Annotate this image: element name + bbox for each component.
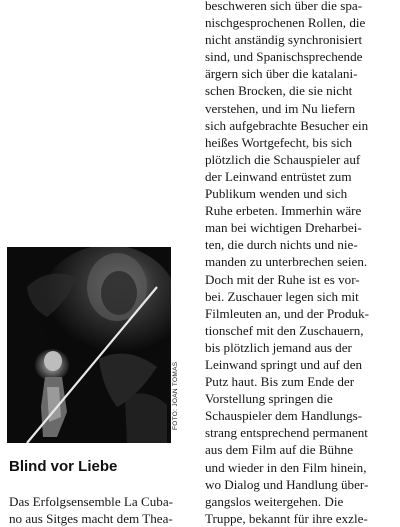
body-line: man bei wichtigen Dreharbei- xyxy=(205,220,362,236)
body-line: sind, und Spanischsprechende xyxy=(205,49,363,65)
body-line: Publikum wenden und sich xyxy=(205,186,348,202)
article-intro xyxy=(9,493,184,527)
body-line: Putz haut. Bis zum Ende der xyxy=(205,374,355,390)
body-line: wo Dialog und Handlung über- xyxy=(205,476,369,492)
body-line: Filmleuten an, und der Produk- xyxy=(205,305,370,321)
body-line: der Leinwand entrüstet zum xyxy=(205,168,352,184)
body-line: plötzlich die Schauspieler auf xyxy=(205,151,361,167)
body-line: und wieder in den Film hinein, xyxy=(205,459,367,475)
body-line: Ruhe erbeten. Immerhin wäre xyxy=(205,203,362,219)
body-line: tionschef mit den Zuschauern, xyxy=(205,322,364,338)
body-line: bis plötzlich jemand aus der xyxy=(205,339,352,355)
article-headline: Blind vor Liebe xyxy=(9,458,118,475)
intro-line: no aus Sitges macht dem Thea- xyxy=(9,511,173,527)
body-line: verstehen, und im Nu liefern xyxy=(205,100,356,116)
body-line: manden zu unterbrechen seien. xyxy=(205,254,368,270)
stage-photo-illustration xyxy=(7,247,171,443)
body-line: Schauspieler dem Handlungs- xyxy=(205,408,363,424)
body-line: strang entsprechend permanent xyxy=(205,425,368,441)
body-line: Leinwand springt und auf den xyxy=(205,356,363,372)
article-side-column xyxy=(0,0,180,527)
body-line: nicht anständig synchronisiert xyxy=(205,32,363,48)
photo-credit: FOTO: JOAN TOMAS xyxy=(172,361,179,430)
body-line: schen Brocken, die sie nicht xyxy=(205,83,353,99)
body-line: ten, die durch nichts und nie- xyxy=(205,237,358,253)
body-line: sich aufgebrachte Besucher ein xyxy=(205,117,369,133)
body-line: gangslos weitergehen. Die xyxy=(205,493,344,509)
body-line: beschweren sich über die spa- xyxy=(205,0,363,13)
body-line: nischgesprochenen Rollen, die xyxy=(205,15,366,31)
body-line: heißes Wortgefecht, bis sich xyxy=(205,134,353,150)
body-line: Doch mit der Ruhe ist es vor- xyxy=(205,271,360,287)
intro-line: Das Erfolgsensemble La Cuba- xyxy=(9,494,173,509)
body-line: ärgern sich über die katalani- xyxy=(205,66,358,82)
body-line: Vorstellung springen die xyxy=(205,391,333,407)
stage-photo xyxy=(7,247,171,443)
body-line: Truppe, bekannt für ihre exzle- xyxy=(205,510,368,526)
body-line: bei. Zuschauer legen sich mit xyxy=(205,288,359,304)
body-line: aus dem Film auf die Bühne xyxy=(205,442,354,458)
article-body-column xyxy=(205,0,397,527)
